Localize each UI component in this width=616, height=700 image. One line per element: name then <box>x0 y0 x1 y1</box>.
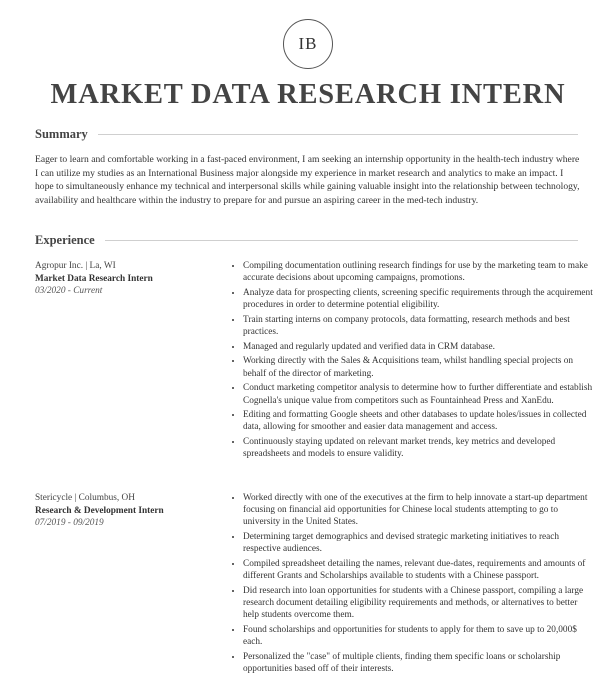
summary-section-header <box>35 127 578 142</box>
job-bullet-list <box>228 492 595 678</box>
job-bullet: • Determining target demographics and devised strategic marketing initiatives to reach respective audiences. <box>243 531 595 555</box>
summary-heading: Summary <box>35 127 88 141</box>
job-meta <box>35 492 225 530</box>
job-bullet: • Worked directly with one of the executives at the firm to help innovate a start-up department focusing on financial aid opportunities for Chinese local students attempting to go to university in the United States. <box>243 492 595 529</box>
job-bullet: • Compiling documentation outlining research findings for use by the marketing team to make accurate decisions about upcoming campaigns, promotions. <box>243 260 595 284</box>
job-bullet-list <box>228 260 595 463</box>
job-bullet: • Conduct marketing competitor analysis to determine how to further differentiate and establish Cognella's unique value from competitors such as Fountainhead Press and XanEdu. <box>243 382 595 406</box>
page-title: MARKET DATA RESEARCH INTERN <box>50 79 566 110</box>
job-bullet: • Found scholarships and opportunities for students to apply for them to save up to 20,000$ each. <box>243 624 595 648</box>
job-bullet: • Compiled spreadsheet detailing the names, relevant due-dates, requirements and amounts of different Grants and Scholarships available to students with a Chinese passport. <box>243 558 595 582</box>
job-role: Research & Development Intern <box>35 505 164 516</box>
monogram-badge <box>283 19 333 69</box>
job-company: Agropur Inc. | La, WI <box>35 261 116 271</box>
job-dates: 07/2019 - 09/2019 <box>35 518 104 528</box>
job-bullet: • Did research into loan opportunities for students with a Chinese passport, compiling a large research document detailing eligibility requirements and methods, or alternatives to better help students overcome them. <box>243 585 595 622</box>
job-bullet: • Managed and regularly updated and verified data in CRM database. <box>243 341 595 353</box>
section-divider <box>98 134 578 135</box>
summary-paragraph: Eager to learn and comfortable working in a fast-paced environment, I am seeking an internship opportunity in the health-tech industry where I can utilize my studies as an International Business major alongside my experience in market research and analytics to make an impact. I hope to simultaneously enhance my technical and interpersonal skills while gaining valuable insight into the relationship between technology, availability and healthcare within the industry to prepare for and pursue an aspiring career in the med-tech industry. <box>35 154 580 206</box>
monogram-initials: IB <box>298 34 318 53</box>
job-bullet: • Personalized the "case" of multiple clients, finding them specific loans or scholarship opportunities based off of their interests. <box>243 651 595 675</box>
job-bullet: • Continuously staying updated on relevant market trends, key metrics and developed spreadsheets and models to ensure validity. <box>243 436 595 460</box>
job-bullet: • Analyze data for prospecting clients, screening specific requirements through the acquirement procedures in order to determine potential eligibility. <box>243 287 595 311</box>
job-bullet: • Editing and formatting Google sheets and other databases to update holes/issues in collected data, allowing for smoother and easier data management and access. <box>243 409 595 433</box>
job-bullet: • Train starting interns on company protocols, data formatting, research methods and best practices. <box>243 314 595 338</box>
job-dates: 03/2020 - Current <box>35 286 103 296</box>
job-meta <box>35 260 225 298</box>
job-bullet: • Working directly with the Sales & Acquisitions team, whilst handling special projects on behalf of the director of marketing. <box>243 355 595 379</box>
experience-heading: Experience <box>35 233 95 247</box>
job-company: Stericycle | Columbus, OH <box>35 493 135 503</box>
section-divider <box>105 240 578 241</box>
job-role: Market Data Research Intern <box>35 273 153 284</box>
experience-section-header <box>35 233 578 248</box>
